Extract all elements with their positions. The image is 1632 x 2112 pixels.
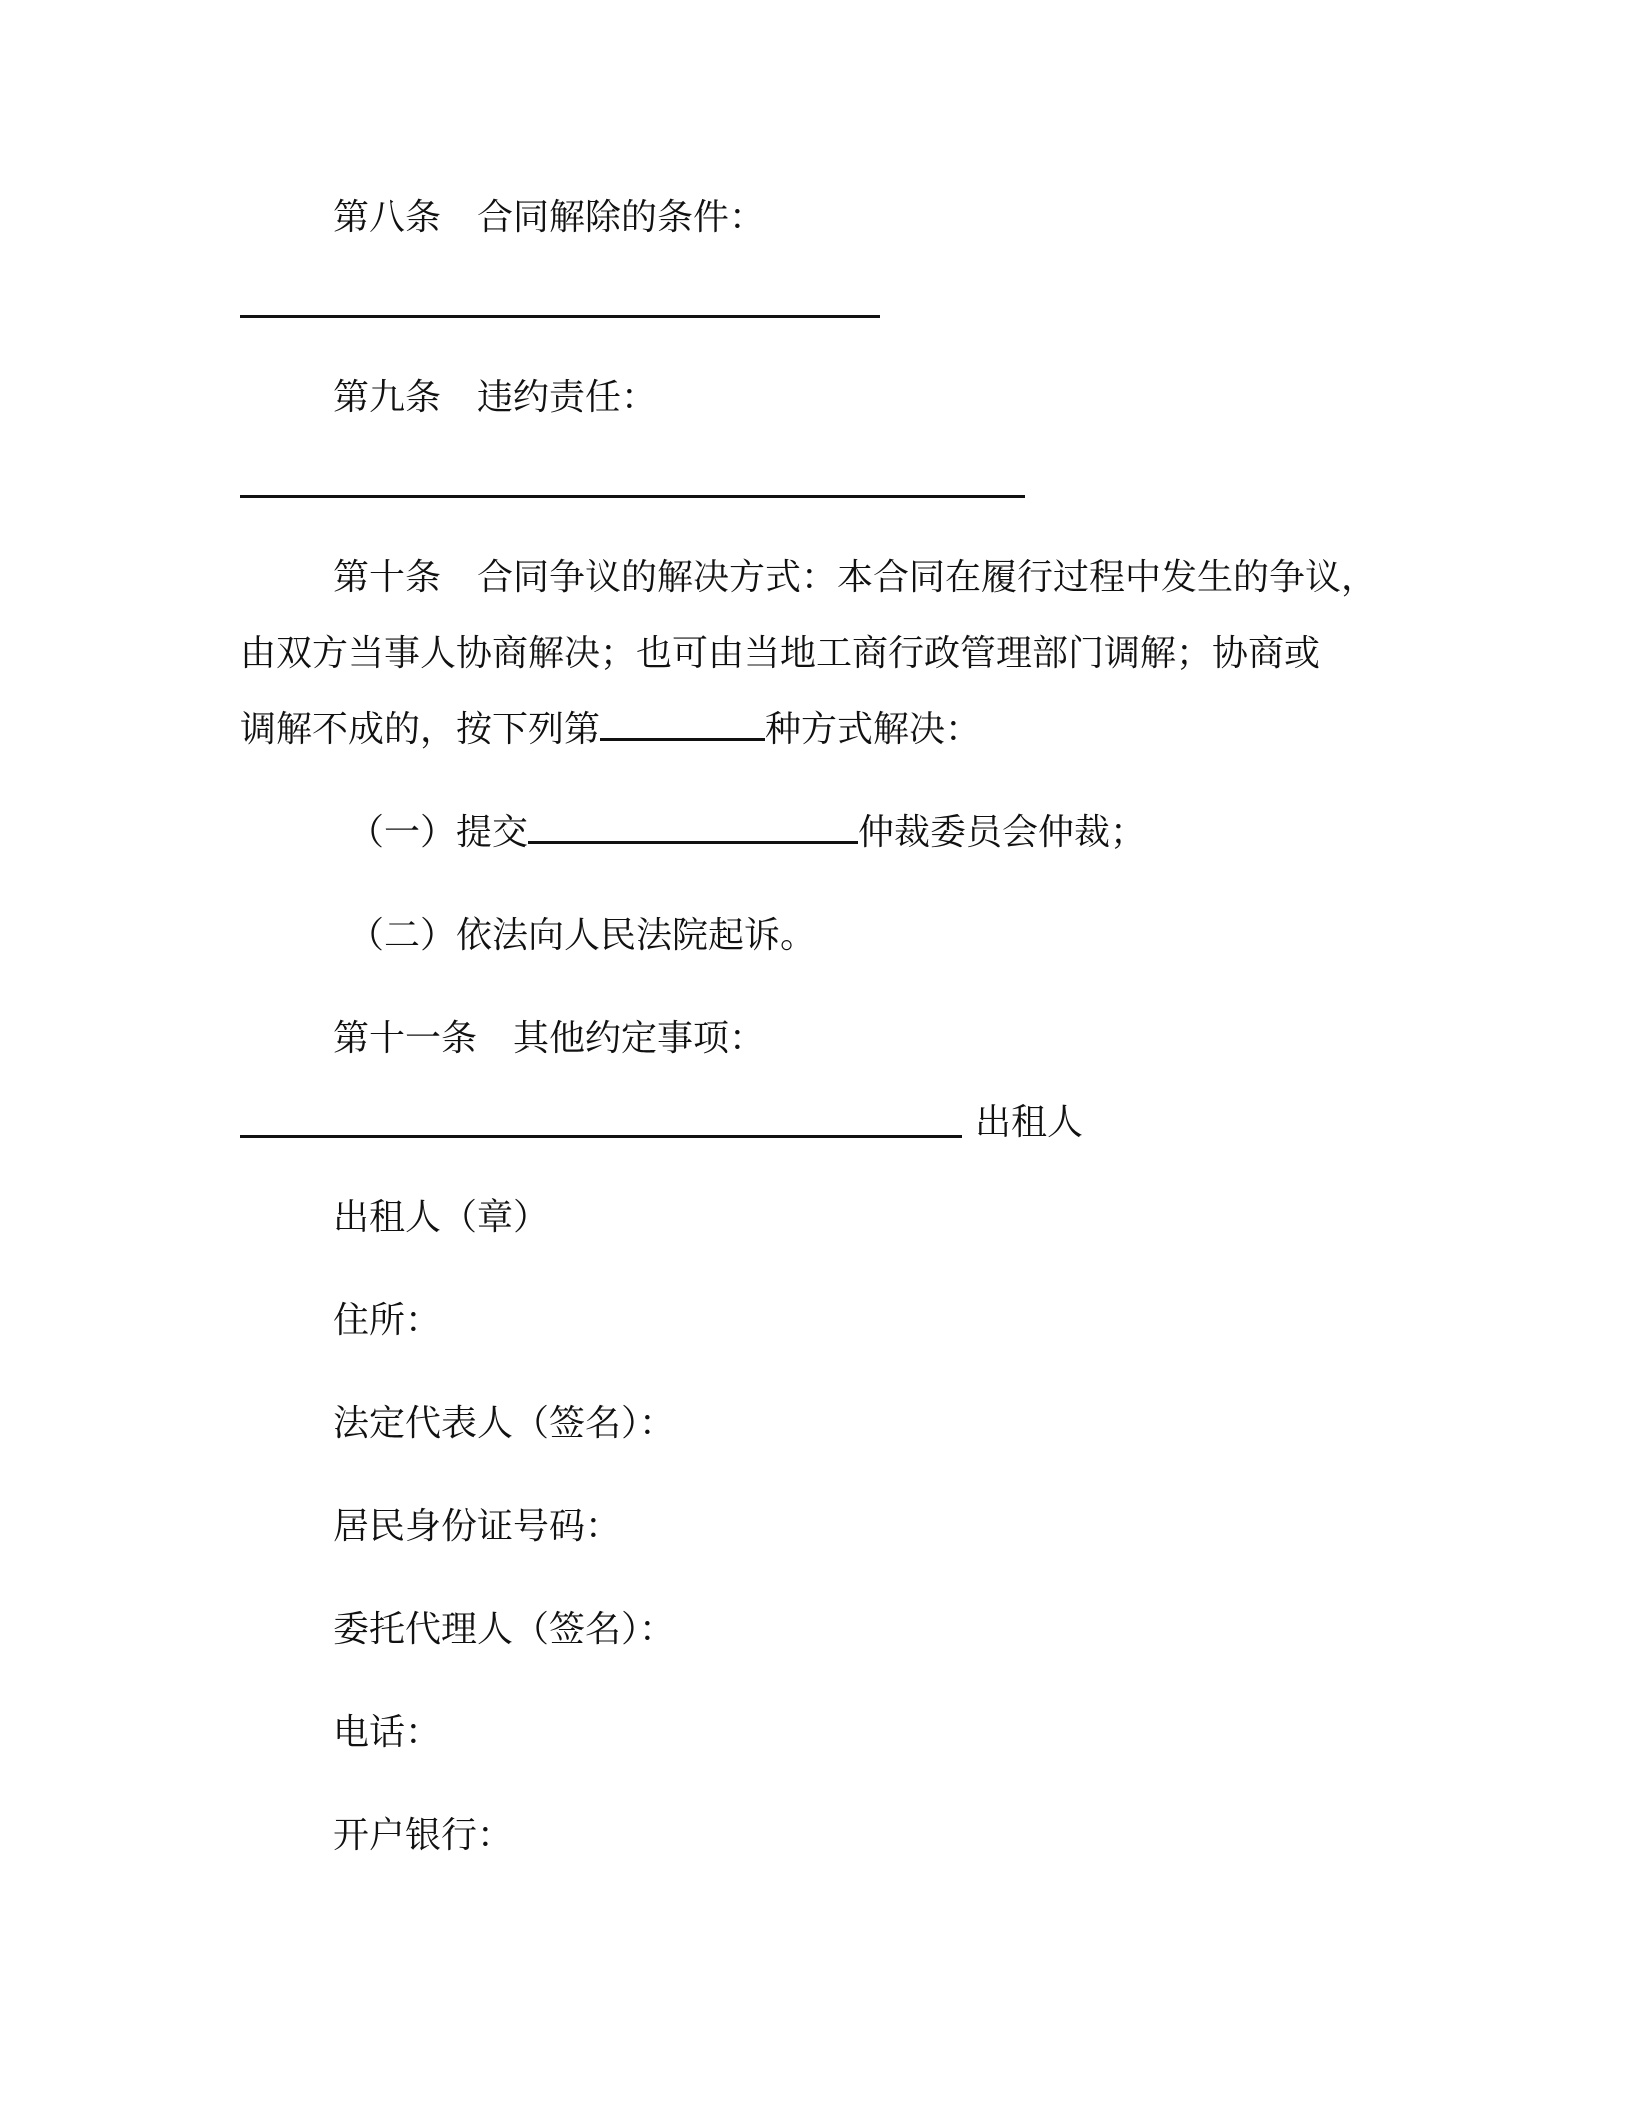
article-9-number: 第九条 xyxy=(333,377,442,418)
article-10-line-3 xyxy=(240,709,982,750)
article-11-number: 第十一条 xyxy=(333,1018,478,1059)
article-11-blank-line xyxy=(240,1135,962,1138)
article-11-text: 其他约定事项： xyxy=(513,1018,766,1059)
article-10-text-3b: 种方式解决： xyxy=(765,709,982,750)
address-label: 住所： xyxy=(333,1300,442,1341)
article-9-text: 违约责任： xyxy=(477,377,658,418)
article-10-option-1 xyxy=(348,812,1147,853)
article-10-text-3a: 调解不成的，按下列第 xyxy=(240,709,601,750)
id-number-label: 居民身份证号码： xyxy=(333,1506,622,1547)
article-10-option-2: （二）依法向人民法院起诉。 xyxy=(348,915,817,956)
article-8-number: 第八条 xyxy=(333,197,442,238)
article-10-text-1: 合同争议的解决方式：本合同在履行过程中发生的争议， xyxy=(477,557,1378,598)
option-1-suffix: 仲裁委员会仲裁； xyxy=(858,812,1147,853)
arbitration-committee-blank xyxy=(528,838,858,844)
article-9-blank-line xyxy=(240,495,1025,498)
article-8-text: 合同解除的条件： xyxy=(477,197,766,238)
agent-label: 委托代理人（签名）： xyxy=(333,1609,676,1650)
lessor-seal: 出租人（章） xyxy=(333,1197,550,1238)
article-10-line-1 xyxy=(333,557,1378,598)
article-10-line-2: 由双方当事人协商解决；也可由当地工商行政管理部门调解；协商或 xyxy=(240,633,1321,674)
bank-label: 开户银行： xyxy=(333,1815,514,1856)
lessor-label-after-rule: 出租人 xyxy=(975,1102,1084,1143)
article-8-heading xyxy=(333,197,766,238)
article-9-heading xyxy=(333,377,658,418)
article-8-blank-line xyxy=(240,315,880,318)
option-1-prefix: （一）提交 xyxy=(348,812,529,853)
article-10-number: 第十条 xyxy=(333,557,442,598)
phone-label: 电话： xyxy=(333,1712,442,1753)
article-11-heading xyxy=(333,1018,766,1059)
method-number-blank xyxy=(600,735,765,741)
legal-representative-label: 法定代表人（签名）： xyxy=(333,1403,676,1444)
